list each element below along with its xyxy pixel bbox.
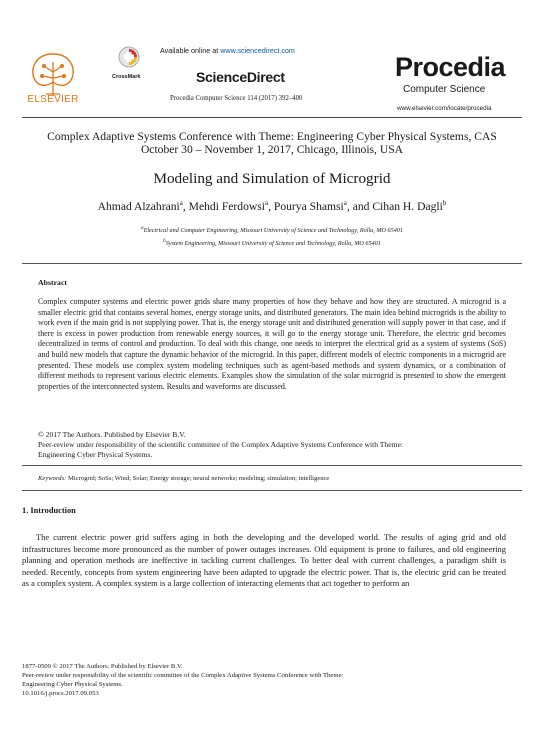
procedia-url[interactable]: www.elsevier.com/locate/procedia	[397, 105, 492, 112]
copyright-notice	[38, 430, 506, 460]
author-list	[20, 199, 524, 213]
available-online-prefix: Available online at	[160, 46, 221, 55]
footnote-peer-review-1: Peer-review under responsibility of the scientific committee of the Complex Adaptive Systems Conference with Theme:	[22, 672, 344, 679]
sciencedirect-logo: ScienceDirect	[196, 69, 285, 85]
keywords-text: Microgrid; SoSs; Wind; Solar; Energy storage; neural networks; modeling; simulation; intelligence	[66, 475, 330, 482]
header-divider	[22, 117, 522, 118]
elsevier-wordmark: ELSEVIER	[27, 94, 79, 105]
author-separator: ,	[268, 199, 274, 213]
author-affiliation-mark: a	[264, 199, 269, 207]
abstract-heading: Abstract	[38, 278, 68, 287]
abstract-body: Complex computer systems and electric power grids share many properties of how they behave and how they are structured. A microgrid is a smaller electric grid that contains several homes, energy storage units, and distributed generators. The main idea behind microgrids is the ability to work even if the main grid is not supplying power. That is, the energy storage unit and distributed generation will supply power in that case, and if there is excess in power production from renewable energy sources, it will go to the energy storage unit. Therefore, the electric grid becomes decentralized in terms of control and production. To deal with this change, one needs to interpret the electrical grid as a system of systems (SoS) and build new models that capture the dynamic behavior of the microgrid. In this paper, different models of electric components in a microgrid are presented. These models use complex system modeling techniques such as agent-based methods and system dynamics, or a combination of different methods to represent various electric elements. Examples show the simulation of the solar microgrid is presented to show the emergent properties of the interconnected system. Results and waveforms are discussed.	[38, 297, 506, 391]
introduction-heading: 1. Introduction	[22, 506, 76, 515]
author-affiliation-mark: a	[343, 199, 347, 207]
keywords-top-divider	[22, 465, 522, 466]
paper-title: Modeling and Simulation of Microgrid	[153, 170, 391, 187]
author-affiliation-mark: a	[179, 199, 183, 207]
procedia-subtitle: Computer Science	[403, 84, 486, 95]
abstract-top-divider	[22, 263, 522, 264]
affiliation-mark: b	[163, 238, 166, 245]
author-affiliation-mark: b	[442, 199, 447, 207]
conference-line-1: Complex Adaptive Systems Conference with Theme: Engineering Cyber Physical Systems, CAS	[47, 130, 497, 143]
keywords-label: Keywords:	[38, 475, 67, 482]
author-name: Cihan H. Dagli	[372, 199, 443, 213]
affiliation-mark: a	[140, 225, 144, 231]
journal-reference: Procedia Computer Science 114 (2017) 392–400	[170, 95, 303, 102]
author-name: Mehdi Ferdowsi	[188, 199, 265, 213]
copyright-line-3: Engineering Cyber Physical Systems.	[38, 450, 153, 459]
available-online-line	[160, 46, 295, 55]
crossmark-label: CrossMark	[112, 74, 141, 80]
affiliation-a	[20, 223, 524, 236]
conference-name	[20, 130, 524, 156]
affiliations	[20, 223, 524, 249]
keywords	[38, 475, 508, 482]
sciencedirect-link[interactable]: www.sciencedirect.com	[220, 46, 295, 55]
author-name: Ahmad Alzahrani	[97, 199, 180, 213]
footnote	[22, 662, 502, 698]
copyright-line-1: © 2017 The Authors. Published by Elsevier B.V.	[38, 430, 186, 439]
author-separator: ,	[182, 199, 189, 213]
footnote-issn: 1877-0509 © 2017 The Authors. Published by Elsevier B.V.	[22, 663, 183, 670]
affiliation-text: System Engineering, Missouri University of Science and Technology, Rolla, MO 65401	[165, 240, 381, 248]
procedia-logo: Procedia	[395, 52, 506, 82]
author-name: Pourya Shamsi	[273, 199, 344, 213]
copyright-line-2: Peer-review under responsibility of the scientific committee of the Complex Adaptive Systems Conference with Theme:	[38, 440, 403, 449]
author-separator: , and	[346, 199, 373, 213]
introduction-body: The current electric power grid suffers aging in both the developing and the developed world. The results of aging grid and old infrastructures become more pronounced as the number of power outages increases. Old equipment is prone to failures, and old engineering planning and operation methods are ineffective in tackling current challenges. To better deal with current challenges, a paradigm shift is needed. Recently, concepts from system engineering have been adapted to upgrade the electric power. That is, the electric grid can be treated as a complex system. A complex system is a large collection of interacting elements that act together to perform an	[22, 532, 506, 588]
conference-line-2: October 30 – November 1, 2017, Chicago, Illinois, USA	[140, 143, 404, 156]
footnote-peer-review-2: Engineering Cyber Physical Systems.	[22, 681, 123, 688]
keywords-bottom-divider	[22, 490, 522, 491]
affiliation-b	[20, 236, 524, 249]
crossmark-icon[interactable]	[118, 46, 140, 68]
affiliation-text: Electrical and Computer Engineering, Missouri University of Science and Technology, Rolla, MO 65401	[143, 227, 403, 235]
footnote-doi[interactable]: 10.1016/j.procs.2017.09.053	[22, 690, 99, 697]
